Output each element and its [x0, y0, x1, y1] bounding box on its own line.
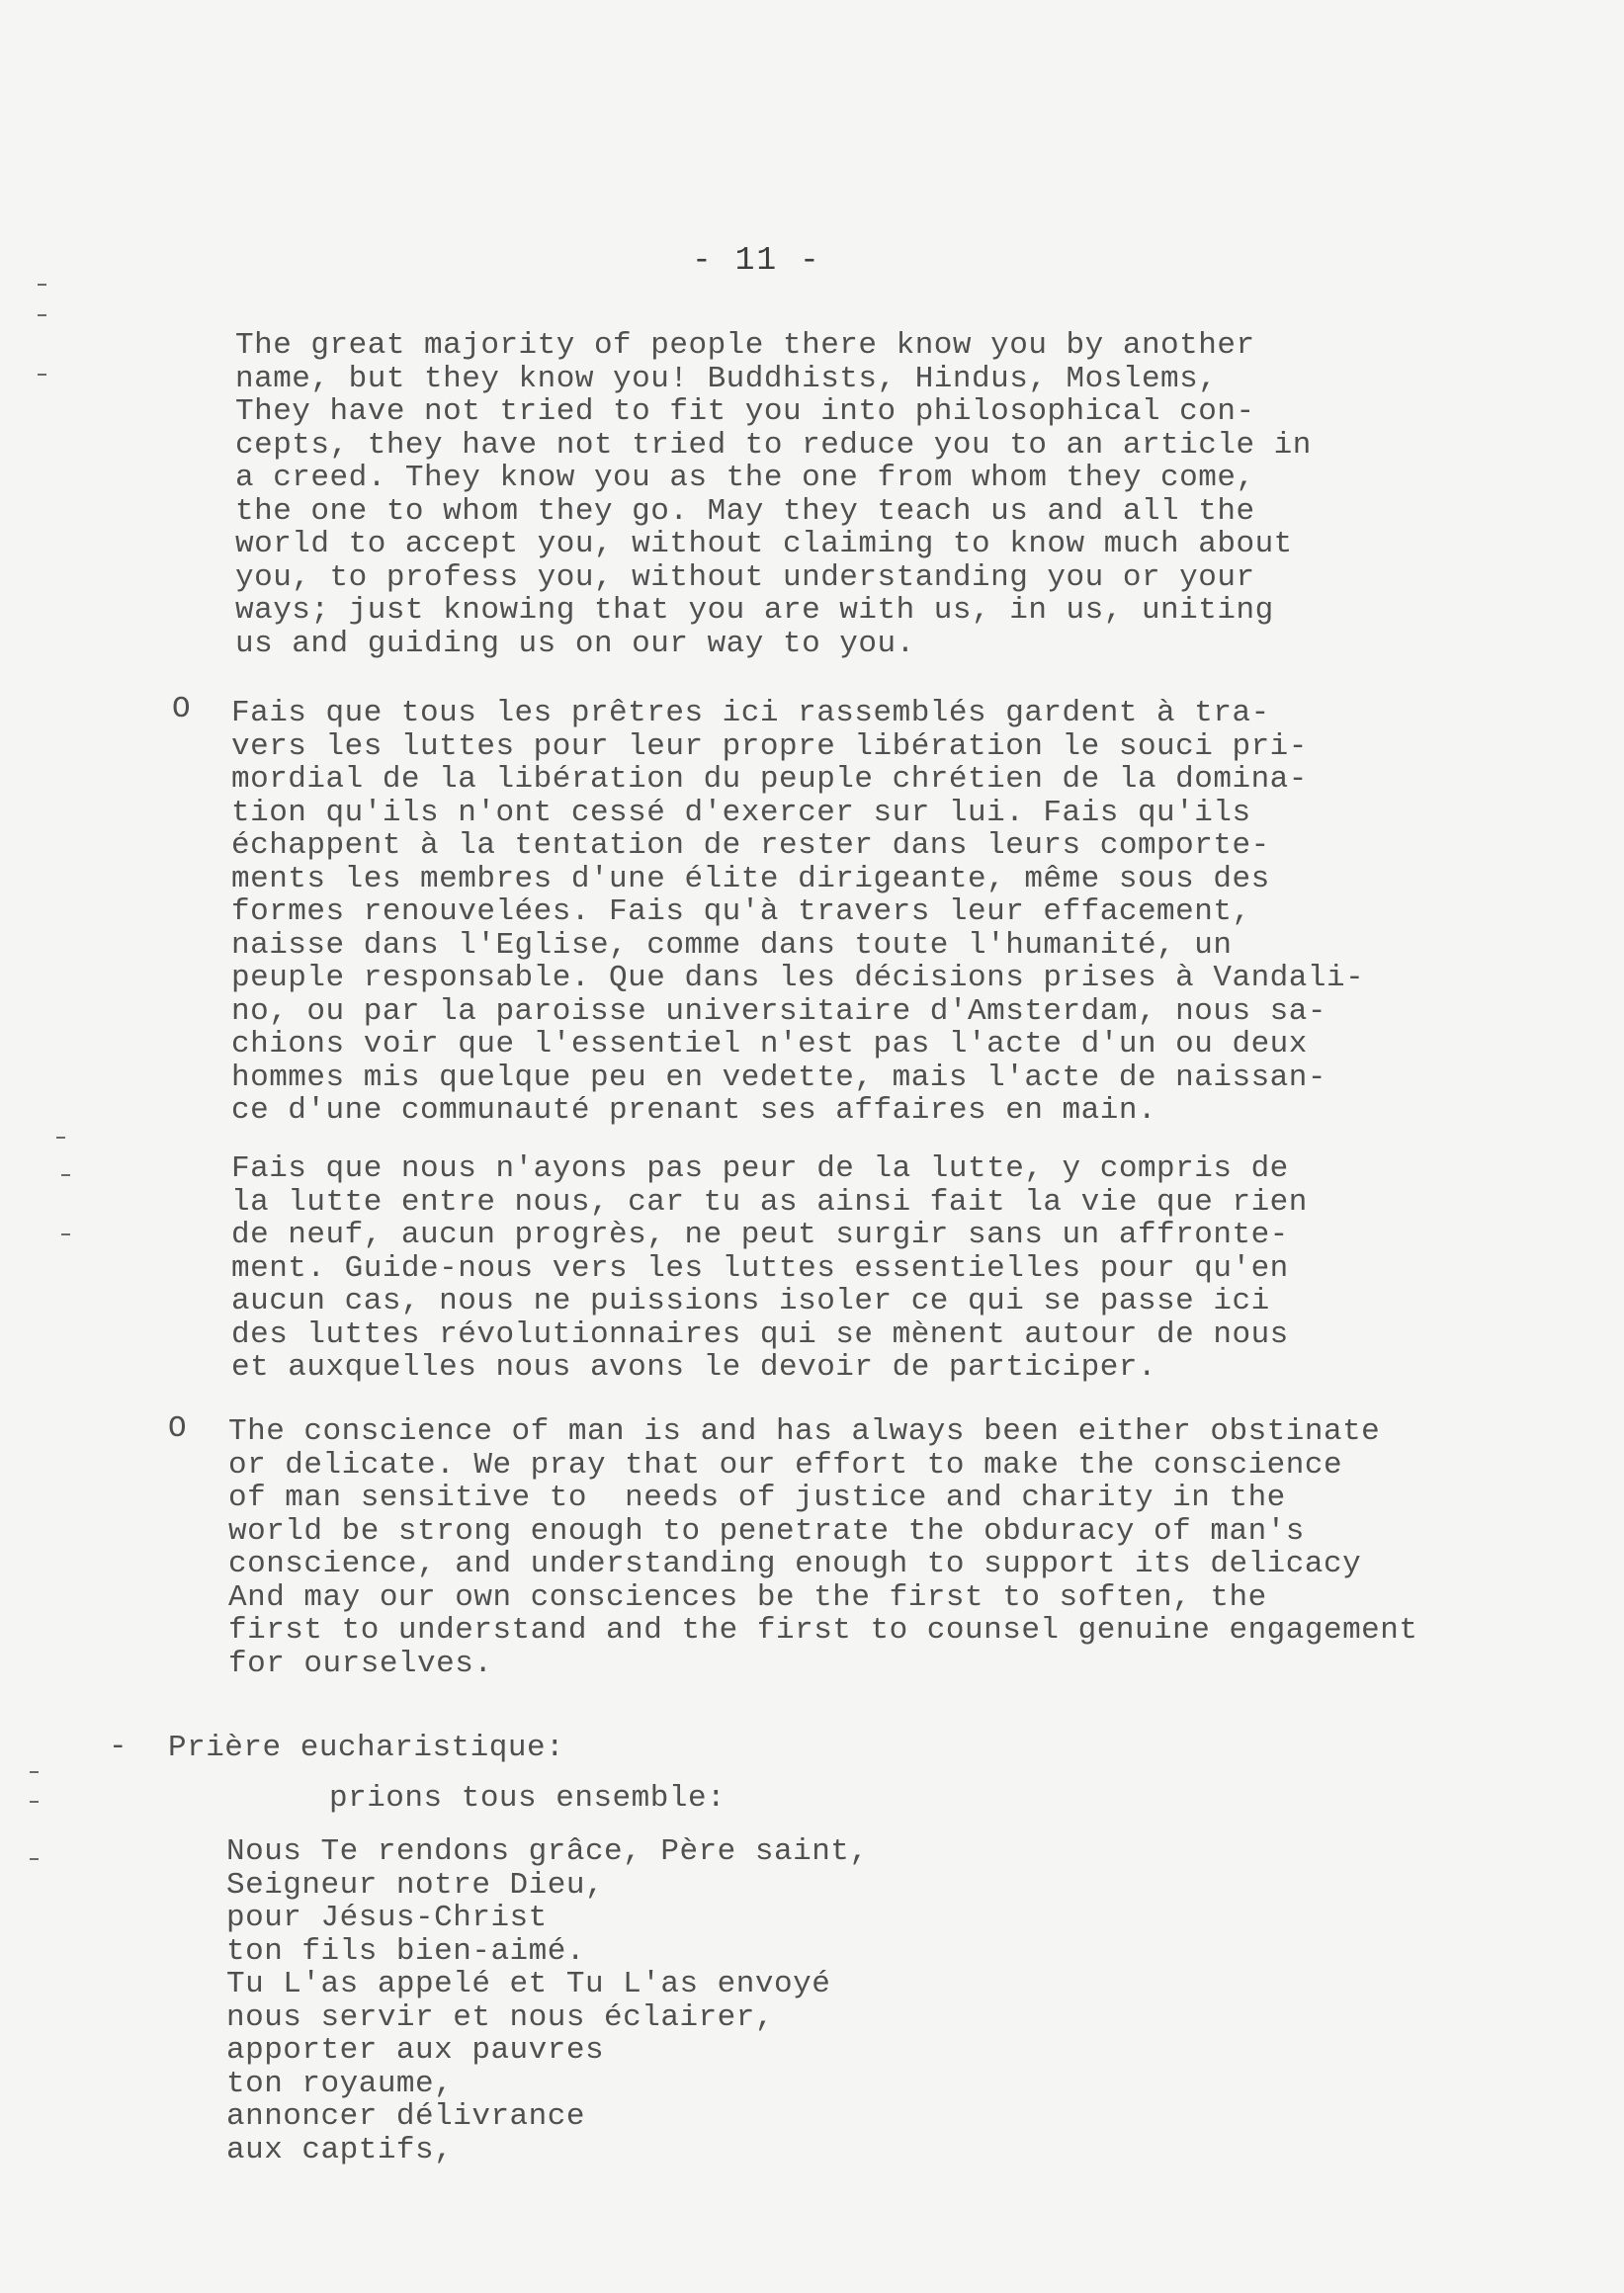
prayer-text: Nous Te rendons grâce, Père saint, Seigneur notre Dieu, pour Jésus-Christ ton fils bien-aimé. Tu L'as appelé et Tu L'as envoyé nous servir et nous éclairer, apporter aux pauvres ton royaume, annoncer délivrance aux captifs,: [226, 1834, 869, 2167]
paragraph-french-2: Fais que nous n'ayons pas peur de la lutte, y compris de la lutte entre nous, car tu as ainsi fait la vie que rien de neuf, aucun progrès, ne peut surgir sans un affronte- ment. Guide-nous vers les luttes essentielles pour qu'en aucun cas, nous ne puissions isoler ce qui se passe ici des luttes révolutionnaires qui se mènent autour de nous et auxquelles nous avons le devoir de participer.: [231, 1151, 1308, 1385]
prayer-subheading: prions tous ensemble:: [329, 1781, 727, 1816]
paragraph-marker: O: [168, 1411, 187, 1446]
paragraph-english-1: The great majority of people there know you by another name, but they know you! Buddhists, Hindus, Moslems, They have not tried to fit you into philosophical con- cepts, they have not tried to reduce you to an article in a creed. They know you as the one from whom they come, the one to whom they go. May they teach us and all the world to accept you, without claiming to know much about you, to profess you, without understanding you or your ways; just knowing that you are with us, in us, uniting us and guiding us on our way to you.: [235, 328, 1312, 661]
prayer-heading: Prière eucharistique:: [168, 1731, 565, 1765]
margin-tick: [61, 1233, 70, 1235]
paragraph-french-1: Fais que tous les prêtres ici rassemblés gardent à tra- vers les luttes pour leur propre libération le souci pri- mordial de la libération du peuple chrétien de la domina- tion qu'ils n'ont cessé d'exercer sur lui. Fais qu'ils échappent à la tentation de rester dans leurs comporte- ments les membres d'une élite dirigeante, même sous des formes renouvelées. Fais qu'à travers leur effacement, naisse dans l'Eglise, comme dans toute l'humanité, un peuple responsable. Que dans les décisions prises à Vandali- no, ou par la paroisse universitaire d'Amsterdam, nous sa- chions voir que l'essentiel n'est pas l'acte d'un ou deux hommes mis quelque peu en vedette, mais l'acte de naissan- ce d'une communauté prenant ses affaires en main.: [231, 696, 1365, 1128]
margin-tick: [30, 1801, 39, 1803]
page-number: - 11 -: [692, 242, 821, 279]
margin-tick: [30, 1771, 39, 1773]
margin-tick: [30, 1858, 39, 1860]
margin-tick: [56, 1137, 65, 1139]
section-dash: -: [109, 1730, 128, 1764]
paragraph-english-2: The conscience of man is and has always been either obstinate or delicate. We pray that our effort to make the conscience of man sensitive to needs of justice and charity in the world be strong enough to penetrate the obduracy of man's conscience, and understanding enough to support its delicacy And may our own consciences be the first to soften, the first to understand and the first to counsel genuine engagement for ourselves.: [228, 1414, 1418, 1681]
margin-tick: [38, 284, 46, 286]
margin-tick: [38, 374, 46, 376]
margin-tick: [61, 1174, 70, 1176]
margin-tick: [38, 314, 46, 316]
paragraph-marker: O: [172, 692, 191, 726]
